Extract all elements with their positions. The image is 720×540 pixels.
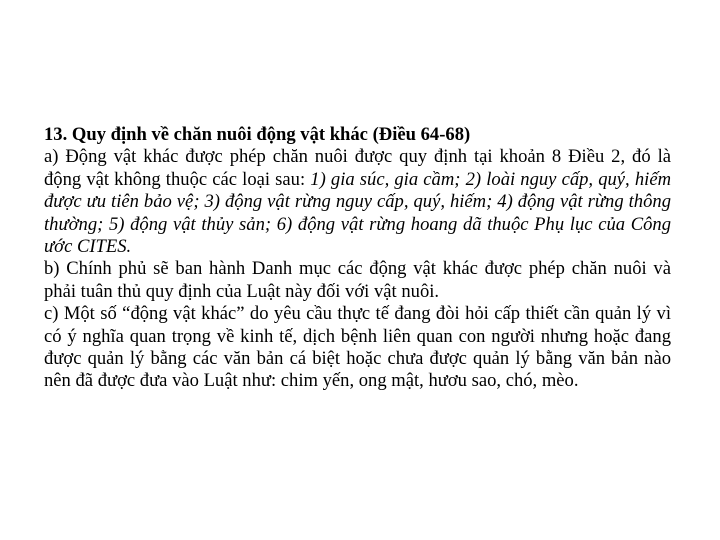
paragraph-c: c) Một số “động vật khác” do yêu cầu thực tế đang đòi hỏi cấp thiết cần quản lý vì có ý nghĩa quan trọng về kinh tế, dịch bệnh liên quan con người nhưng hoặc đang được quản lý bằng các văn bản cá biệt hoặc chưa được quản lý bằng văn bản nào nên đã được đưa vào Luật như: chim yến, ong mật, hươu sao, chó, mèo. (44, 303, 671, 392)
paragraph-a-lead: a) Động vật khác được phép chăn nuôi được quy định tại khoản 8 Điều 2, đó là động vật không thuộc các loại sau: (44, 146, 671, 190)
slide-title: 13. Quy định về chăn nuôi động vật khác (Điều 64-68) (44, 124, 471, 145)
paragraph-b: b) Chính phủ sẽ ban hành Danh mục các động vật khác được phép chăn nuôi và phải tuân thủ quy định của Luật này đối với vật nuôi. (44, 258, 671, 302)
paragraph-a (44, 146, 671, 258)
paragraph-a-list: 1) gia súc, gia cầm; 2) loài nguy cấp, quý, hiếm được ưu tiên bảo vệ; 3) động vật rừng nguy cấp, quý, hiếm; 4) động vật rừng thông thường; 5) động vật thủy sản; 6) động vật rừng hoang dã thuộc Phụ lục của Công ước CITES. (44, 168, 671, 258)
slide-text-block (44, 124, 671, 393)
